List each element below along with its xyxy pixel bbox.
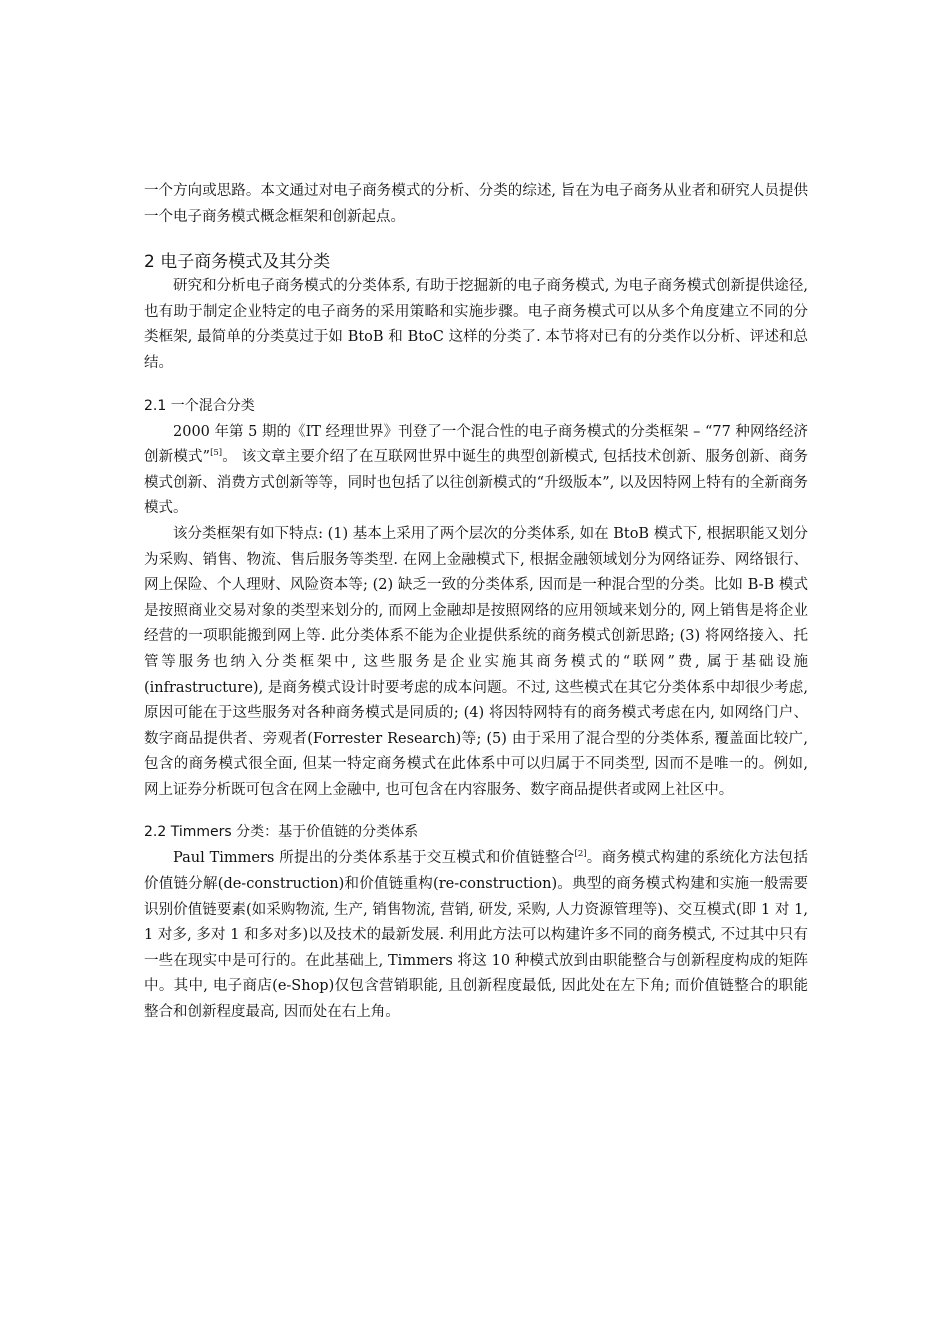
paragraph-text: 。 该文章主要介绍了在互联网世界中诞生的典型创新模式, 包括技术创新、服务创新、商务模式创新、消费方式创新等等，同时也包括了以往创新模式的“升级版本”, 以及因特网上特有的全新商务模式。 — [144, 449, 808, 517]
section-2-1-paragraph-1 — [144, 420, 808, 522]
paragraph-text: 2000 年第 5 期的《IT 经理世界》刊登了一个混合性的电子商务模式的分类框架 – “77 种网络经济创新模式” — [144, 423, 808, 466]
citation-ref: [2] — [574, 849, 587, 860]
section-2-1-paragraph-2: 该分类框架有如下特点: (1) 基本上采用了两个层次的分类体系, 如在 BtoB 模式下, 根据职能又划分为采购、销售、物流、售后服务等类型. 在网上金融模式下, 根据金融领域划分为网络证券、网络银行、网上保险、个人理财、风险资本等; (2) 缺乏一致的分类体系, 因而是一种混合型的分类。比如 B-B 模式是按照商业交易对象的类型来划分的, 而网上金融却是按照网络的应用领域来划分的, 网上销售是将企业经营的一项职能搬到网上等. 此分类体系不能为企业提供系统的商务模式创新思路; (3) 将网络接入、托管等服务也纳入分类框架中, 这些服务是企业实施其商务模式的“联网”费, 属于基础设施(infrastructure), 是商务模式设计时要考虑的成本问题。不过, 这些模式在其它分类体系中却很少考虑, 原因可能在于这些服务对各种商务模式是同质的; (4) 将因特网特有的商务模式考虑在内, 如网络门户、数字商品提供者、旁观者(Forrester Research)等; (5) 由于采用了混合型的分类体系, 覆盖面比较广, 包含的商务模式很全面, 但某一特定商务模式在此体系中可以归属于不同类型, 因而不是唯一的。例如, 网上证券分析既可包含在网上金融中, 也可包含在内容服务、数字商品提供者或网上社区中。 — [144, 525, 808, 798]
citation-ref: [5] — [210, 448, 223, 459]
intro-paragraph: 一个方向或思路。本文通过对电子商务模式的分析、分类的综述, 旨在为电子商务从业者和研究人员提供一个电子商务模式概念框架和创新起点。 — [144, 183, 808, 225]
document-page — [144, 179, 808, 1026]
paragraph-text: 。商务模式构建的系统化方法包括价值链分解(de-construction)和价值链重构(re-construction)。典型的商务模式构建和实施一般需要识别价值链要素(如采购物流, 生产, 销售物流, 营销, 研发, 采购, 人力资源管理等)、交互模式(即 1 对 1, 1 对多, 多对 1 和多对多)以及技术的最新发展. 利用此方法可以构建许多不同的商务模式, 不过其中只有一些在现实中是可行的。在此基础上, Timmers 将这 10 种模式放到由职能整合与创新程度构成的矩阵中。其中, 电子商店(e-Shop)仅包含营销职能, 且创新程度最低, 因此处在左下角; 而价值链整合的职能整合和创新程度最高, 因而处在右上角。 — [144, 850, 808, 1021]
section-2-2-paragraph-1 — [144, 846, 808, 1025]
section-2-paragraph: 研究和分析电子商务模式的分类体系, 有助于挖掘新的电子商务模式, 为电子商务模式创新提供途径, 也有助于制定企业特定的电子商务的采用策略和实施步骤。电子商务模式可以从多个角度建立不同的分类框架, 最简单的分类莫过于如 BtoB 和 BtoC 这样的分类了. 本节将对已有的分类作以分析、评述和总结。 — [144, 278, 808, 371]
section-2-heading: 2 电子商务模式及其分类 — [144, 252, 331, 273]
section-2-1-heading: 2.1 一个混合分类 — [144, 397, 255, 414]
paragraph-text: Paul Timmers 所提出的分类体系基于交互模式和价值链整合 — [173, 850, 575, 867]
section-2-2-heading: 2.2 Timmers 分类：基于价值链的分类体系 — [144, 824, 419, 841]
